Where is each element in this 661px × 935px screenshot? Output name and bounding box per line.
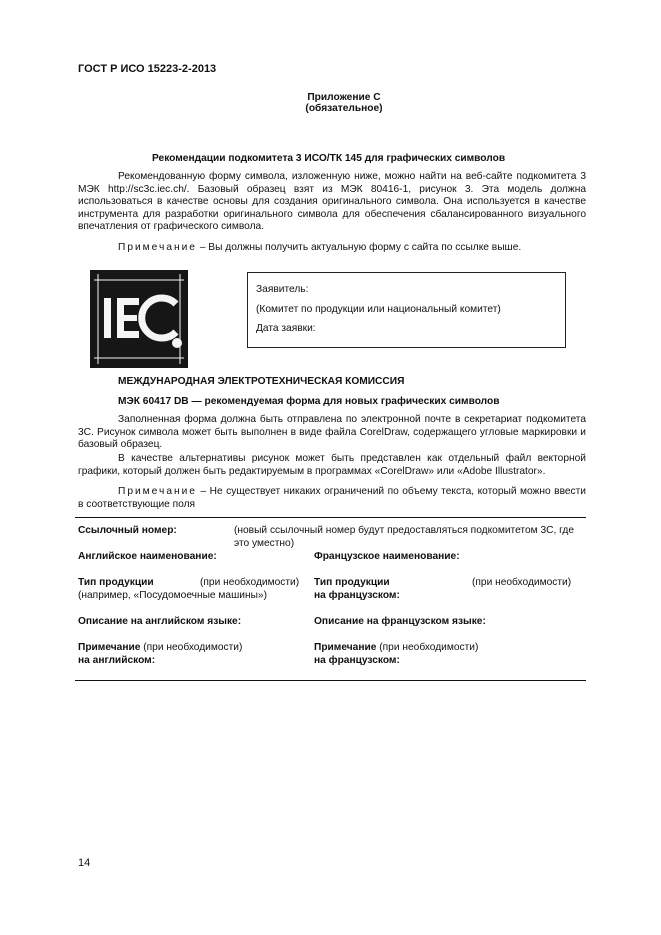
applicant-box	[247, 272, 566, 348]
note-fr	[314, 641, 478, 654]
committee-label: (Комитет по продукции или национальный комитет)	[256, 304, 501, 315]
form-note	[78, 486, 586, 511]
product-type-label: Тип продукции	[78, 577, 154, 588]
applicant-label: Заявитель:	[256, 284, 309, 295]
french-name-label: Французское наименование:	[314, 551, 460, 562]
note-text: – Вы должны получить актуальную форму с сайта по ссылке выше.	[199, 242, 522, 253]
ref-number-value-2: это уместно)	[234, 538, 295, 549]
ref-number-value-1: (новый ссылочный номер будут предоставляться подкомитетом 3С, где	[234, 525, 574, 536]
english-description-label: Описание на английском языке:	[78, 616, 242, 627]
commission-title: МЕЖДУНАРОДНАЯ ЭЛЕКТРОТЕХНИЧЕСКАЯ КОМИССИЯ	[118, 376, 405, 387]
note-en	[78, 641, 242, 654]
form-paragraph-1: Заполненная форма должна быть отправлена по электронной почте в секретариат подкомитета 3С. Рисунок символа может быть выполнен в виде файла CorelDraw, содержащего угловые маркировки и базовый образец.	[78, 414, 586, 451]
form-title: МЭК 60417 DB — рекомендуемая форма для новых графических символов	[118, 396, 500, 407]
iec-logo-icon	[90, 270, 188, 368]
note-en-if-needed: (при необходимости)	[143, 642, 243, 653]
form-top-rule	[75, 517, 586, 518]
form-note-label: Примечание	[118, 486, 197, 497]
note-in-french: на французском:	[314, 655, 400, 666]
product-type-fr-if-needed: (при необходимости)	[472, 577, 572, 588]
product-type-if-needed: (при необходимости)	[200, 577, 300, 588]
french-description-label: Описание на французском языке:	[314, 616, 486, 627]
section-title: Рекомендации подкомитета 3 ИСО/ТК 145 для графических символов	[152, 153, 506, 164]
note-fr-label: Примечание	[314, 642, 377, 653]
english-name-label: Английское наименование:	[78, 551, 217, 562]
page-number: 14	[78, 857, 91, 869]
document-code: ГОСТ Р ИСО 15223-2-2013	[78, 63, 217, 75]
product-type-in-french: на французском:	[314, 590, 400, 601]
note-in-english: на английском:	[78, 655, 156, 666]
note-label: Примечание	[118, 242, 197, 253]
date-label: Дата заявки:	[256, 323, 316, 334]
product-type-example: (например, «Посудомоечные машины»)	[78, 590, 267, 601]
product-type-fr-label: Тип продукции	[314, 577, 390, 588]
form-paragraph-2: В качестве альтернативы рисунок может быть представлен как отдельный файл векторной графики, который должен быть редактируемым в программах «CorelDraw» или «Adobe Illustrator».	[78, 453, 586, 477]
form-bottom-rule	[75, 680, 586, 681]
form-note-text: – Не существует никаких ограничений по объему текста, который можно ввести в соответствующие поля	[78, 486, 586, 510]
intro-paragraph: Рекомендованную форму символа, изложенную ниже, можно найти на веб-сайте подкомитета 3 МЭК http://sc3c.iec.ch/. Базовый образец взят из МЭК 80416-1, рисунок 3. Эта модель должна использоваться в качестве основы для создания оригинального символа. Она используется в качестве инструмента для разработки оригинального символа для обеспечения сбалансированного визуального впечатления от графического символа.	[78, 171, 586, 233]
ref-number-label: Ссылочный номер:	[78, 525, 177, 536]
iec-logo	[90, 270, 188, 368]
annex-title: Приложение С	[307, 92, 381, 103]
note-en-label: Примечание	[78, 642, 141, 653]
note-fr-if-needed: (при необходимости)	[379, 642, 479, 653]
iec-logo-text	[90, 368, 91, 369]
annex-status: (обязательное)	[305, 103, 383, 114]
intro-note	[118, 241, 521, 254]
